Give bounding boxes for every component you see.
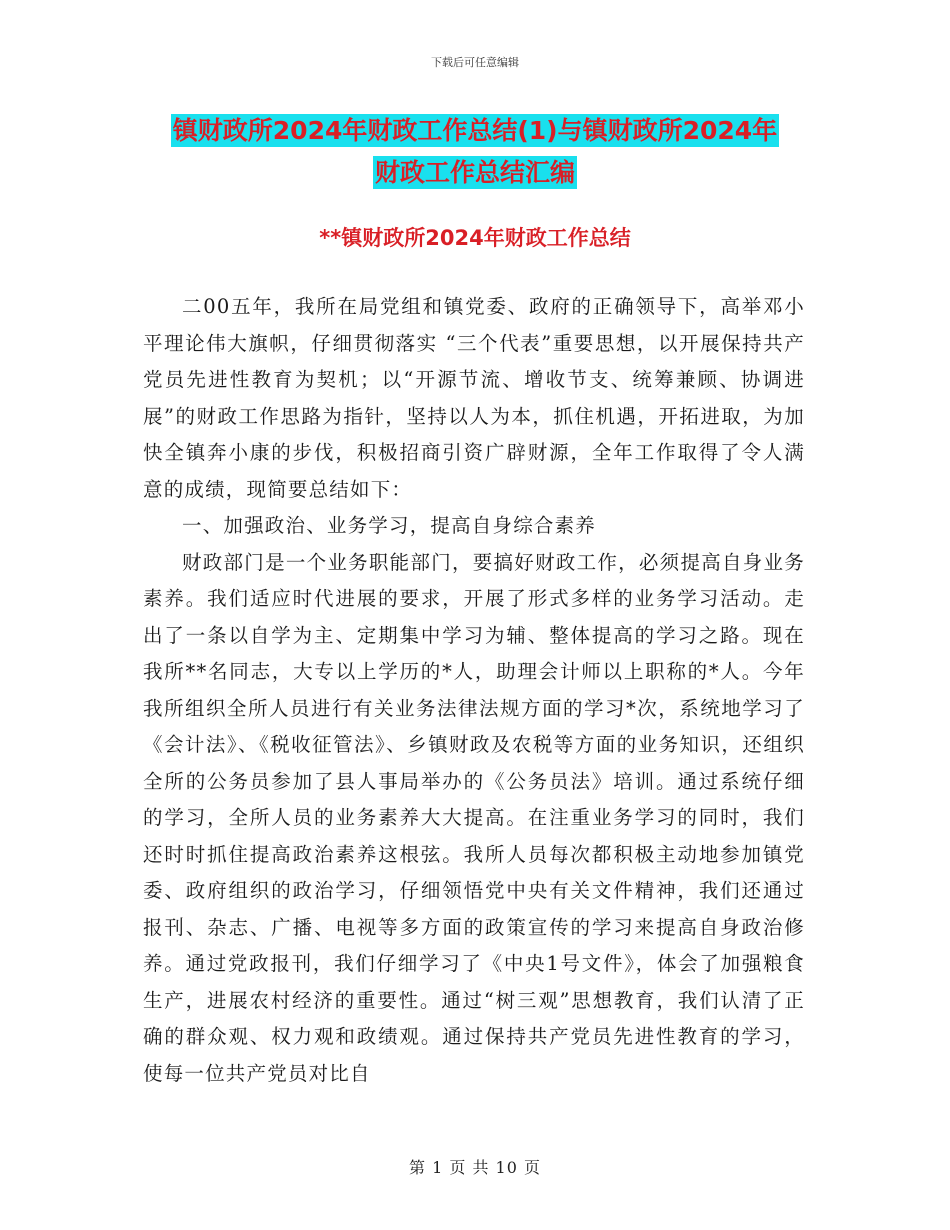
- section-title: **镇财政所2024年财政工作总结: [319, 226, 631, 250]
- paragraph: 二00五年，我所在局党组和镇党委、政府的正确领导下，高举邓小平理论伟大旗帜，仔细贯彻落实 “三个代表”重要思想，以开展保持共产党员先进性教育为契机；以“开源节流、增收节支、统筹兼顾、协调进展”的财政工作思路为指针，坚持以人为本，抓住机遇，开拓进取，为加快全镇奔小康的步伐，积极招商引资广辟财源，全年工作取得了令人满意的成绩，现简要总结如下：: [143, 295, 805, 501]
- document-body: [143, 289, 805, 1092]
- header-note: 下载后可任意编辑: [431, 56, 519, 69]
- document-title-line-1: 镇财政所2024年财政工作总结(1)与镇财政所2024年: [172, 116, 778, 145]
- document-title: [150, 110, 800, 194]
- paragraph: 财政部门是一个业务职能部门，要搞好财政工作，必须提高自身业务素养。我们适应时代进展的要求，开展了形式多样的业务学习活动。走出了一条以自学为主、定期集中学习为辅、整体提高的学习之路。现在我所**名同志，大专以上学历的*人，助理会计师以上职称的*人。今年我所组织全所人员进行有关业务法律法规方面的学习*次，系统地学习了《会计法》、《税收征管法》、乡镇财政及农税等方面的业务知识，还组织全所的公务员参加了县人事局举办的《公务员法》培训。通过系统仔细的学习，全所人员的业务素养大大提高。在注重业务学习的同时，我们还时时抓住提高政治素养这根弦。我所人员每次都积极主动地参加镇党委、政府组织的政治学习，仔细领悟党中央有关文件精神，我们还通过报刊、杂志、广播、电视等多方面的政策宣传的学习来提高自身政治修养。通过党政报刊，我们仔细学习了《中央1号文件》，体会了加强粮食生产，进展农村经济的重要性。通过“树三观”思想教育，我们认清了正确的群众观、权力观和政绩观。通过保持共产党员先进性教育的学习，使每一位共产党员对比自: [143, 550, 805, 1085]
- document-title-line-2: 财政工作总结汇编: [374, 158, 575, 187]
- page-number-footer: 第 1 页 共 10 页: [409, 1158, 541, 1177]
- section-heading: 一、加强政治、业务学习，提高自身综合素养: [182, 514, 597, 537]
